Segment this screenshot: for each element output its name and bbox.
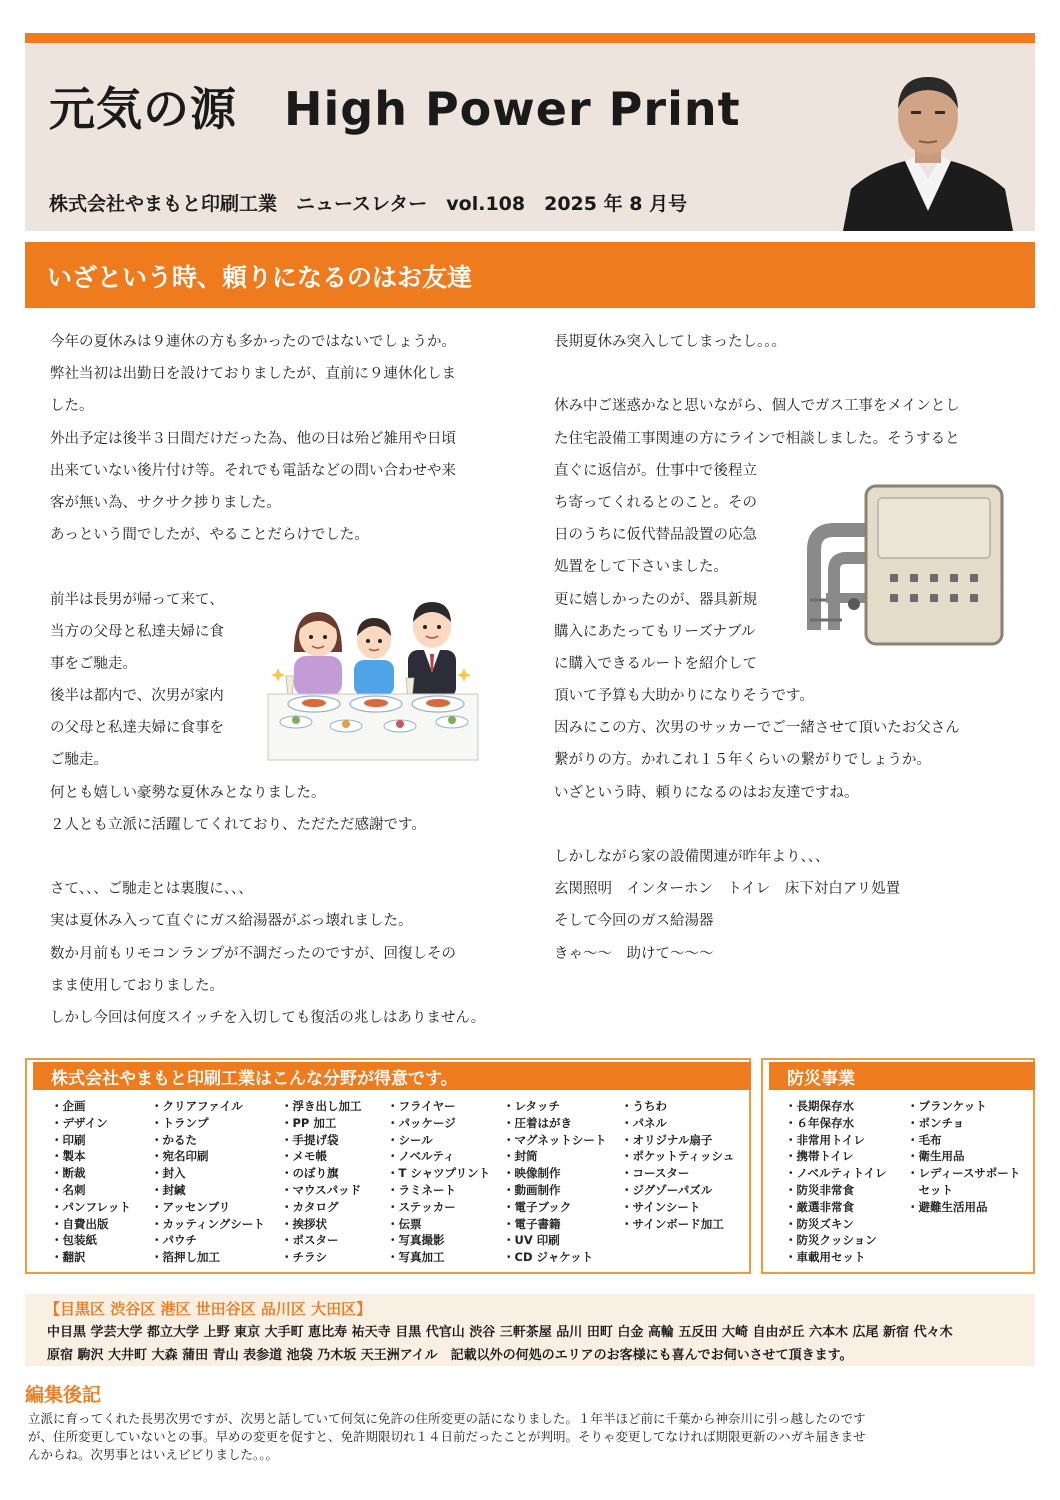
disaster-item: セット	[907, 1182, 953, 1197]
article-line: 長期夏休み突入してしまったし。。。	[554, 334, 786, 350]
service-area-title: 【目黒区 渋谷区 港区 世田谷区 品川区 大田区】	[45, 1300, 372, 1318]
article-line: 頂いて予算も大助かりになりそうです。	[554, 688, 814, 705]
service-item: ・デザイン	[51, 1115, 108, 1130]
article-line: ご馳走。	[50, 752, 108, 769]
editor-note-title: 編集後記	[25, 1384, 102, 1406]
services-column	[151, 1098, 265, 1266]
service-item: ・パネル	[621, 1115, 667, 1130]
disaster-item: ・長期保存水	[785, 1099, 854, 1113]
services-column	[51, 1098, 131, 1266]
article-blank-line	[50, 841, 520, 873]
editor-note-line: 立派に育ってくれた長男次男ですが、次男と話していて何気に免許の住所変更の話になりました。１年半ほど前に千葉から神奈川に引っ越したのです	[28, 1411, 866, 1426]
article-headline-bar	[25, 242, 1035, 308]
service-area-line: 中目黒 学芸大学 都立大学 上野 東京 大手町 恵比寿 祐天寺 目黒 代官山 渋谷 三軒茶屋 品川 田町 白金 高輪 五反田 大崎 自由が丘 六本木 広尾 新宿 代々木	[47, 1325, 953, 1340]
article-blank-line	[50, 551, 520, 583]
service-item: ・パッケージ	[387, 1115, 456, 1130]
gas-water-heater-illustration	[806, 480, 1016, 650]
service-item: ・圧着はがき	[503, 1115, 572, 1130]
article-line: 後半は都内で、次男が家内	[50, 688, 224, 705]
service-item: ・電子ブック	[503, 1199, 572, 1214]
service-item: ・名刺	[51, 1182, 86, 1197]
service-item: ・パウチ	[151, 1233, 197, 1248]
article-line: 何とも嬉しい豪勢な夏休みとなりました。	[50, 784, 326, 801]
article-line: さて、、、ご馳走とは裏腹に、、、	[50, 881, 253, 898]
disaster-item: ・厳選非常食	[785, 1199, 854, 1214]
disaster-item: ・衛生用品	[907, 1149, 965, 1164]
article-line: いざという時、頼りになるのはお友達ですね。	[554, 784, 859, 801]
service-item: ・宛名印刷	[151, 1149, 209, 1164]
service-item: ・封入	[151, 1166, 186, 1181]
service-item: ・挨拶状	[281, 1216, 327, 1231]
service-item: ・印刷	[51, 1132, 86, 1147]
article-line: 因みにこの方、次男のサッカーでご一緒させて頂いたお父さん	[554, 720, 960, 737]
service-item: ・サインシート	[621, 1199, 701, 1214]
service-item: ・電子書籍	[503, 1216, 561, 1231]
disaster-item: ・ブランケット	[907, 1099, 987, 1113]
article-line: そして今回のガス給湯器	[554, 913, 714, 930]
service-item: ・コースター	[621, 1166, 690, 1181]
article-line: きゃ〜〜 助けて〜〜〜	[554, 945, 714, 962]
service-item: ・翻訳	[51, 1250, 86, 1265]
article-line: 実は夏休み入って直ぐにガス給湯器がぶっ壊れました。	[50, 913, 413, 930]
service-item: ・オリジナル扇子	[621, 1132, 713, 1147]
article-line: 数か月前もリモコンランプが不調だったのですが、回復しその	[50, 945, 456, 962]
disaster-item: ・６年保存水	[785, 1115, 854, 1130]
disaster-item: ・ノベルティトイレ	[785, 1166, 887, 1181]
disaster-item: ・携帯トイレ	[785, 1149, 854, 1164]
article-line: ２人とも立派に活躍してくれており、ただただ感謝です。	[50, 816, 426, 833]
service-item: ・伝票	[387, 1216, 422, 1231]
disaster-item: ・ポンチョ	[907, 1115, 965, 1130]
newsletter-header	[25, 33, 1035, 231]
service-item: ・T シャツプリント	[387, 1166, 491, 1181]
service-item: ・映像制作	[503, 1166, 561, 1181]
service-item: ・断裁	[51, 1166, 86, 1181]
services-column	[281, 1098, 362, 1266]
service-item: ・手提げ袋	[281, 1132, 339, 1147]
service-item: ・アッセンブリ	[151, 1199, 231, 1214]
article-line: 前半は長男が帰って来て、	[50, 591, 224, 608]
article-line: 玄関照明 インターホン トイレ 床下対白アリ処置	[554, 881, 901, 898]
service-item: ・ラミネート	[387, 1182, 456, 1197]
disaster-prevention-box	[761, 1058, 1035, 1274]
service-item: ・封筒	[503, 1149, 538, 1164]
article-line: 直ぐに返信が。仕事中で後程立	[554, 462, 757, 479]
article-line: 更に嬉しかったのが、器具新規	[554, 591, 757, 608]
service-item: ・サインボード加工	[621, 1216, 724, 1231]
service-item: ・うちわ	[621, 1099, 667, 1113]
service-item: ・浮き出し加工	[281, 1099, 362, 1113]
article-line: 繋がりの方。かれこれ１５年くらいの繋がりでしょうか。	[554, 752, 931, 769]
service-area-box	[25, 1294, 1035, 1366]
article-blank-line	[554, 809, 1024, 841]
disaster-item: ・防災非常食	[785, 1182, 854, 1197]
service-item: ・UV 印刷	[503, 1233, 560, 1248]
service-item: ・PP 加工	[281, 1115, 337, 1130]
service-item: ・企画	[51, 1099, 86, 1113]
services-header	[33, 1062, 751, 1090]
disaster-prevention-column	[907, 1098, 1020, 1216]
service-item: ・のぼり旗	[281, 1166, 339, 1181]
article-line: 日のうちに仮代替品設置の応急	[554, 527, 757, 544]
service-item: ・自費出版	[51, 1216, 109, 1231]
service-item: ・ポケットティッシュ	[621, 1149, 735, 1164]
disaster-item: ・防災ズキン	[785, 1216, 854, 1231]
service-item: ・カタログ	[281, 1199, 339, 1214]
article-line: まま使用しておりました。	[50, 977, 224, 994]
newsletter-title: 元気の源 High Power Print	[49, 82, 741, 136]
services-column	[503, 1098, 606, 1266]
article-line: あっという間でしたが、やることだらけでした。	[50, 527, 369, 544]
disaster-prevention-title: 防災事業	[787, 1069, 855, 1089]
service-item: ・ジグゾーパズル	[621, 1182, 713, 1197]
services-column	[621, 1098, 734, 1232]
article-line: 休み中ご迷惑かなと思いながら、個人でガス工事をメインとし	[554, 398, 960, 415]
disaster-item: ・レディースサポート	[907, 1166, 1021, 1181]
disaster-item: ・防災クッション	[785, 1233, 877, 1248]
service-item: ・ポスター	[281, 1233, 339, 1248]
editor-note-line: が、住所変更していないとの事。早めの変更を促すと、免許期限切れ１４日前だったことが判明。そりゃ変更してなければ期限更新のハガキ届きませ	[28, 1429, 866, 1444]
newsletter-subtitle: 株式会社やまもと印刷工業 ニュースレター vol.108 2025 年 8 月号	[49, 193, 688, 215]
services-title: 株式会社やまもと印刷工業はこんな分野が得意です。	[51, 1069, 458, 1089]
service-item: ・ノベルティ	[387, 1149, 455, 1164]
article-line: した。	[50, 398, 94, 415]
disaster-item: ・毛布	[907, 1132, 942, 1147]
article-line: に購入できるルートを紹介して	[554, 655, 757, 672]
article-line: ち寄ってくれるとのこと。その	[554, 494, 757, 511]
article-line: 外出予定は後半３日間だけだった為、他の日は殆ど雑用や日頃	[50, 430, 456, 447]
service-item: ・動画制作	[503, 1182, 561, 1197]
service-item: ・CD ジャケット	[503, 1250, 594, 1265]
service-item: ・シール	[387, 1132, 433, 1147]
service-item: ・チラシ	[281, 1250, 327, 1265]
article-line: の父母と私達夫婦に食事を	[50, 720, 224, 737]
service-item: ・かるた	[151, 1132, 197, 1147]
article-line: た住宅設備工事関連の方にラインで相談しました。そうすると	[554, 430, 960, 447]
service-item: ・箔押し加工	[151, 1250, 220, 1265]
article-line: 出来ていない後片付け等。それでも電話などの問い合わせや来	[50, 462, 456, 479]
service-item: ・レタッチ	[503, 1099, 561, 1113]
article-line: 購入にあたってもリーズナブル	[554, 623, 756, 640]
service-item: ・トランプ	[151, 1115, 209, 1130]
service-item: ・カッティングシート	[151, 1216, 265, 1231]
service-item: ・写真撮影	[387, 1233, 445, 1248]
service-item: ・メモ帳	[281, 1149, 327, 1164]
disaster-item: ・非常用トイレ	[785, 1132, 865, 1147]
service-item: ・包装紙	[51, 1233, 97, 1248]
article-line: しかし今回は何度スイッチを入切しても復活の兆しはありません。	[50, 1009, 486, 1026]
editor-note-line: んからね。次男事とはいえビビりました。。。	[28, 1447, 279, 1462]
editor-note-body	[28, 1410, 1033, 1464]
service-item: ・写真加工	[387, 1250, 445, 1265]
disaster-prevention-header	[769, 1062, 1035, 1090]
services-column	[387, 1098, 490, 1266]
family-dinner-illustration	[266, 590, 480, 762]
article-line: 今年の夏休みは９連休の方も多かったのではないでしょうか。	[50, 334, 456, 350]
service-item: ・パンフレット	[51, 1199, 131, 1214]
article-line: 当方の父母と私達夫婦に食	[50, 623, 224, 640]
service-item: ・クリアファイル	[151, 1099, 243, 1113]
article-line: しかしながら家の設備関連が昨年より、、、	[554, 849, 830, 865]
service-item: ・ステッカー	[387, 1199, 456, 1214]
disaster-prevention-column	[785, 1098, 887, 1266]
service-item: ・封緘	[151, 1182, 186, 1197]
service-item: ・製本	[51, 1149, 86, 1164]
author-portrait	[843, 61, 1013, 231]
header-accent-bar	[25, 33, 1035, 43]
disaster-item: ・避難生活用品	[907, 1199, 988, 1214]
service-item: ・マウスパッド	[281, 1182, 362, 1197]
article-blank-line	[554, 358, 1024, 390]
service-area-line: 原宿 駒沢 大井町 大森 蒲田 青山 表参道 池袋 乃木坂 天王洲アイル 記載以外の何処のエリアのお客様にも喜んでお伺いさせて頂きます。	[47, 1348, 853, 1363]
article-line: 弊社当初は出勤日を設けておりましたが、直前に９連休化しま	[50, 366, 456, 383]
service-item: ・フライヤー	[387, 1099, 456, 1113]
article-line: 事をご馳走。	[50, 655, 137, 672]
article-line: 客が無い為、サクサク捗りました。	[50, 494, 281, 511]
disaster-item: ・車載用セット	[785, 1250, 866, 1265]
services-box	[25, 1058, 751, 1274]
service-item: ・マグネットシート	[503, 1132, 607, 1147]
article-headline: いざという時、頼りになるのはお友達	[47, 263, 473, 292]
article-line: 処置をして下さいました。	[554, 559, 728, 576]
